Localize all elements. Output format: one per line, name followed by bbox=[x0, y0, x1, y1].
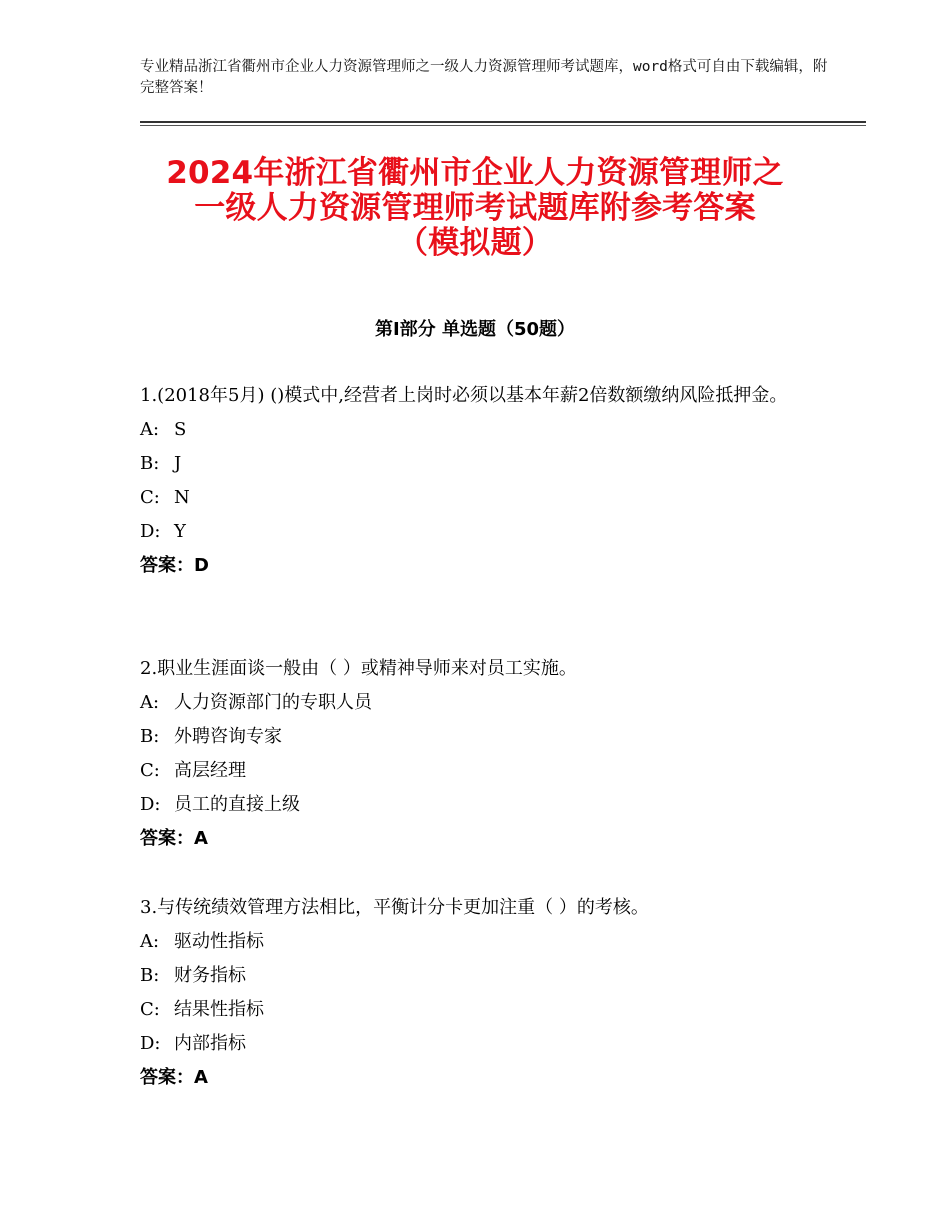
option-c bbox=[140, 993, 840, 1027]
header-rule-thin bbox=[140, 125, 866, 126]
option-letter: C: bbox=[140, 487, 160, 508]
option-text: J bbox=[174, 453, 182, 474]
header-note: 专业精品浙江省衢州市企业人力资源管理师之一级人力资源管理师考试题库，word格式可自由下载编辑，附完整答案！ bbox=[140, 59, 828, 96]
option-a bbox=[140, 686, 840, 720]
option-b bbox=[140, 959, 840, 993]
option-letter: B: bbox=[140, 965, 160, 986]
question-1 bbox=[140, 379, 840, 583]
option-b bbox=[140, 447, 840, 481]
answer: 答案：A bbox=[140, 828, 208, 849]
option-letter: C: bbox=[140, 999, 160, 1020]
option-letter: D: bbox=[140, 794, 161, 815]
question-stem: 3.与传统绩效管理方法相比，平衡计分卡更加注重（ ）的考核。 bbox=[140, 897, 649, 918]
option-d bbox=[140, 515, 840, 549]
option-text: 财务指标 bbox=[174, 965, 246, 986]
answer: 答案：A bbox=[140, 1067, 208, 1088]
option-text: S bbox=[174, 419, 187, 440]
option-letter: D: bbox=[140, 521, 161, 542]
question-stem: 2.职业生涯面谈一般由（ ）或精神导师来对员工实施。 bbox=[140, 658, 577, 679]
option-letter: A: bbox=[140, 692, 160, 713]
option-letter: B: bbox=[140, 453, 160, 474]
option-text: 外聘咨询专家 bbox=[174, 726, 282, 747]
option-letter: B: bbox=[140, 726, 160, 747]
answer: 答案：D bbox=[140, 555, 209, 576]
option-d bbox=[140, 788, 840, 822]
option-c bbox=[140, 754, 840, 788]
option-letter: D: bbox=[140, 1033, 161, 1054]
question-3 bbox=[140, 891, 840, 1095]
document-title bbox=[120, 156, 830, 261]
option-text: 驱动性指标 bbox=[174, 931, 264, 952]
option-text: Y bbox=[174, 521, 186, 542]
title-line-1: 2024年浙江省衢州市企业人力资源管理师之 bbox=[166, 155, 784, 191]
option-d bbox=[140, 1027, 840, 1061]
option-a bbox=[140, 413, 840, 447]
title-line-2: 一级人力资源管理师考试题库附参考答案 bbox=[194, 190, 756, 226]
option-c bbox=[140, 481, 840, 515]
section-title: 第Ⅰ部分 单选题（50题） bbox=[374, 319, 575, 340]
option-a bbox=[140, 925, 840, 959]
option-text: 结果性指标 bbox=[174, 999, 264, 1020]
option-letter: A: bbox=[140, 419, 160, 440]
header-rule-thick bbox=[140, 121, 866, 123]
question-stem: 1.(2018年5月) ()模式中,经营者上岗时必须以基本年薪2倍数额缴纳风险抵押金。 bbox=[140, 385, 788, 406]
option-b bbox=[140, 720, 840, 754]
option-text: N bbox=[174, 487, 190, 508]
option-text: 内部指标 bbox=[174, 1033, 246, 1054]
option-letter: C: bbox=[140, 760, 160, 781]
option-text: 高层经理 bbox=[174, 760, 246, 781]
question-2 bbox=[140, 652, 840, 856]
title-line-3: （模拟题） bbox=[397, 225, 553, 261]
option-letter: A: bbox=[140, 931, 160, 952]
option-text: 人力资源部门的专职人员 bbox=[174, 692, 372, 713]
option-text: 员工的直接上级 bbox=[174, 794, 300, 815]
